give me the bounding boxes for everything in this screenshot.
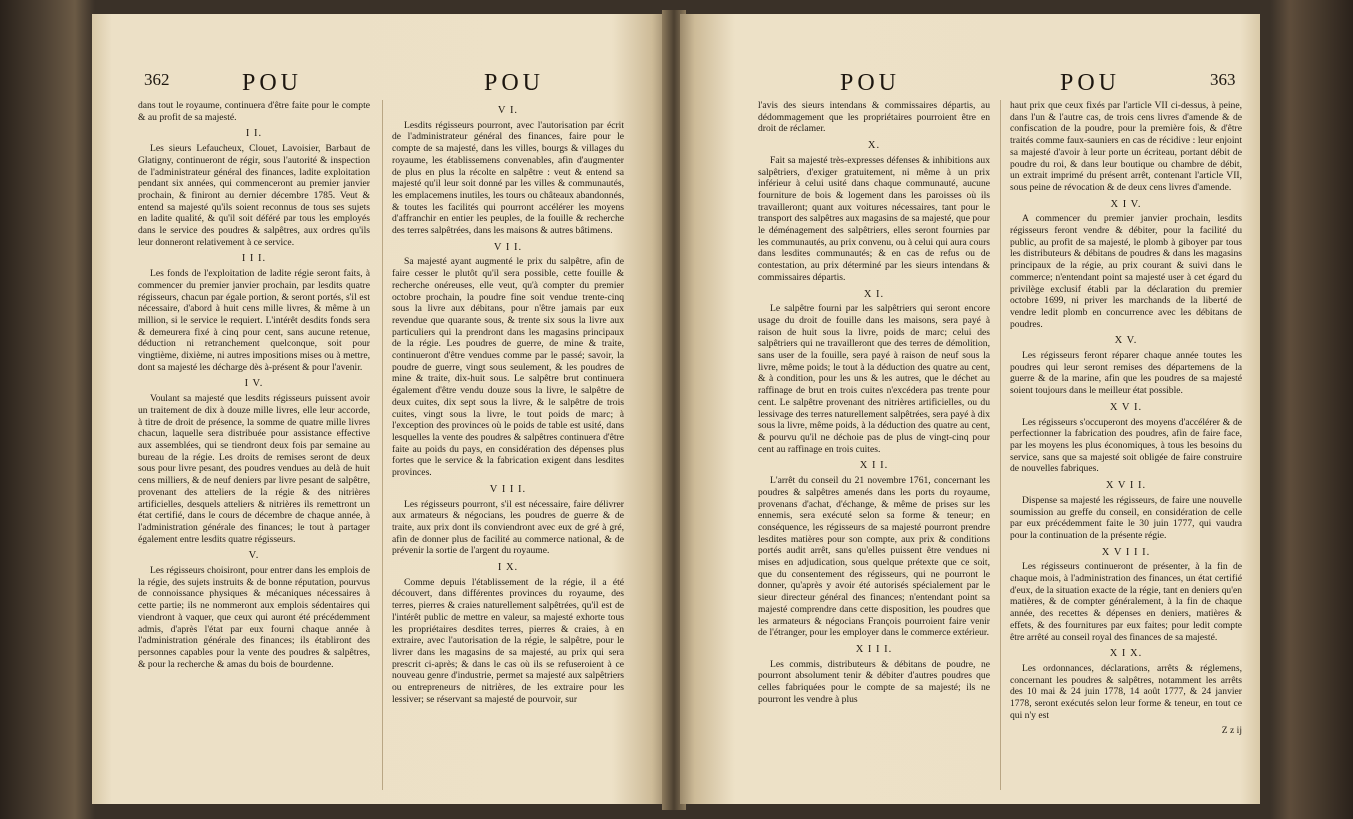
left-page-number: 362 — [144, 70, 170, 89]
right-running-head-2: POU — [1060, 70, 1121, 96]
article-paragraph: Fait sa majesté très-expresses défenses & inhibitions aux salpêtriers, d'exiger gratuitement, ni même à un prix inférieur à celui usité dans chaque communauté, aucune fourniture de bois & logement dans les paroisses où ils travailleront; quant aux voitures nécessaires, tant pour le transport des salpêtres aux magasins de sa majesté, que pour le déménagement des salpêtriers, elles seront fournies par les communautés, au prix convenu, ou à celui qui aura cours dans lesdites communautés; & en cas de refus ou de contestation, au prix déterminé par les sieurs intendans & commissaires départis. — [758, 154, 990, 283]
article-paragraph: Les régisseurs continueront de présenter, à la fin de chaque mois, à l'administration des finances, un état certifié d'eux, de la situation exacte de la régie, tant en deniers qu'en matières, & de compter généralement, à la fin de chaque année, des recettes & dépenses en deniers, matières & effets, & des fournitures par eux faites; pour ledit compte être arrêté au conseil royal des finances de sa majesté. — [1010, 561, 1242, 643]
article-paragraph: haut prix que ceux fixés par l'article VII ci-dessus, à peine, dans l'un & l'autre cas, de trois cens livres d'amende & de confiscation de la poudre, pour la première fois, & d'être traités comme faux-sauniers en cas de récidive : leur enjoint sa majesté d'avoir à leur porte un écriteau, portant débit de poudre du roi, & dans leur boutique ou chambre de débit, un extrait imprimé du présent arrêt, contenant l'article VII, sous peine de révocation & de deux cens livres d'amende. — [1010, 100, 1242, 193]
article-paragraph: Les fonds de l'exploitation de ladite régie seront faits, à commencer du premier janvier prochain, par lesdits quatre régisseurs, chacun par égale portion, & seront portés, s'il est nécessaire, d'abord à huit cens mille livres, & même à un million, si le service le requiert. L'intérêt desdits fonds sera & demeurera fixé à cinq pour cent, sans aucune retenue, déduction ni retranchement quelconque, soit pour vingtième, dixième, ni autres impositions mises ou à mettre, dont sa majesté les décharge dès à-présent & pour l'avenir. — [138, 268, 370, 373]
article-paragraph: Les sieurs Lefaucheux, Clouet, Lavoisier, Barbaut de Glatigny, continueront de régir, sous l'autorité & inspection de l'administrateur général des finances, ladite exploitation pendant six années, qui commenceront au premier janvier prochain, & finiront au dernier décembre 1785. Veut & entend sa majesté qu'ils soient reconnus de tous ses sujets en ladite qualité, & qu'il soit déféré par tous les employés dans le service des poudres & salpêtres, aux ordres qu'ils leur donneront relativement à ce service. — [138, 143, 370, 248]
article-number: V I I I. — [489, 483, 527, 495]
article-paragraph: Les régisseurs pourront, s'il est nécessaire, faire délivrer aux armateurs & négocians, les poudres de guerre & de traite, aux prix dont ils conviendront avec eux de gré à gré, afin de donner plus de facilité au commerce national, & de prévenir la sortie de l'argent du royaume. — [392, 498, 624, 557]
article-paragraph: Dispense sa majesté les régisseurs, de faire une nouvelle soumission au greffe du conseil, en considération de celle par eux précédemment faite le 30 juin 1777, qui vaudra pour la continuation de la présente régie. — [1010, 494, 1242, 541]
column-divider — [1000, 100, 1001, 790]
right-running-head: POU — [840, 70, 901, 96]
left-column-1 — [138, 100, 370, 674]
article-paragraph: Les régisseurs choisiront, pour entrer dans les emplois de la régie, des sujets instruits & de bonne réputation, pourvus de connoissance physiques & mécaniques nécessaires à cette partie; ils ne nommeront aux emplois sédentaires qui viendront à vaquer, que ceux qui auront été précédemment admis, d'après l'état par eux fourni chaque année à l'administration générale des finances; ils établiront des personnes capables pour la vente des poudres & salpêtres, & pour la recherche & amas du bois de bourdenne. — [138, 565, 370, 670]
article-paragraph: L'arrêt du conseil du 21 novembre 1761, concernant les poudres & salpêtres amenés dans les ports du royaume, provenans d'achat, d'échange, & même de prises sur les ennemis, sera exécuté selon sa forme & teneur; en conséquence, les régisseurs de sa majesté pourront prendre lesdites matières pour son compte, aux prix & conditions portés audit arrêt, sans qu'elles puissent être vendues ni mises en adjudication, sous quelque prétexte que ce soit, que du consentement des régisseurs, qui ne pourront le donner, qu'après y avoir été autorisés spécialement par le sieur directeur général des finances; n'entendant point sa majesté comprendre dans cette disposition, les poudres que les armateurs & négocians François pourroient faire venir de l'étranger, pour les employer dans le commerce extérieur. — [758, 475, 990, 639]
column-divider — [382, 100, 383, 790]
left-running-head: POU — [242, 70, 303, 96]
article-number: X I V. — [1110, 198, 1142, 210]
left-column-2 — [392, 100, 624, 709]
article-paragraph: Les ordonnances, déclarations, arrêts & réglemens, concernant les poudres & salpêtres, notamment les arrêts des 10 mai & 24 juin 1778, 14 août 1777, & 24 janvier 1778, seront exécutés selon leur forme & teneur, en tout ce qui n'y est — [1010, 662, 1242, 721]
article-number: X I X. — [1109, 648, 1143, 660]
article-number: X I. — [863, 288, 885, 300]
left-page — [92, 14, 667, 804]
article-paragraph: Lesdits régisseurs pourront, avec l'autorisation par écrit de l'administrateur général des finances, faire pour le compte de sa majesté, dans les villes, bourgs & villages du royaume, les établissemens convenables, afin d'augmenter de plus en plus la récolte en salpêtre : veut & entend sa majesté qu'il leur soit donné par les villes & communautés, les emplacemens inutiles, les tours ou châteaux abandonnés, & toutes les facilités qui pourront accélérer les moyens d'affranchir en entier les peuples, de la fouille & recherche des terres salpêtrées, dans les maisons & autres bâtimens. — [392, 119, 624, 237]
article-number: V I. — [497, 105, 519, 116]
article-number: I X. — [497, 562, 519, 574]
right-page-number: 363 — [1210, 70, 1236, 89]
article-paragraph: Sa majesté ayant augmenté le prix du salpêtre, afin de faire cesser le plutôt qu'il sera possible, cette fouille & recherche onéreuses, elle veut, qu'à compter du premier octobre prochain, la poudre fine soit vendue trente-cinq sous la livre aux débitans, pour n'être jamais par eux revendue que quarante sous, & trente six sous la livre aux particuliers qui la prendront dans les magasins principaux de la régie. Les poudres de guerre, de mine & traite, continueront d'être vendues comme par le passé; savoir, la poudre de guerre, vingt sous seulement, & les poudres de mine & traite, dix-huit sous. Le salpêtre brut continuera également d'être vendu douze sous la livre, le salpêtre de deux cuites, dix sept sous la livre, & le salpêtre de trois cuites, vingt sous la livre, le tout poids de marc; à l'exception des provinces où le poids de table est usité, dans lesquelles la vente des poudres & salpêtres continuera d'être faite au poids du pays, en considération des dépenses plus fortes que le service & la fabrication exigent dans lesdites provinces. — [392, 256, 624, 479]
article-paragraph: l'avis des sieurs intendans & commissaires départis, au dédommagement que les propriétaires pourroient être en droit de réclamer. — [758, 100, 990, 135]
article-paragraph: Les commis, distributeurs & débitans de poudre, ne pourront absolument tenir & débiter d'autres poudres que celles fabriquées pour le compte de sa majesté; ils ne pourront les vendre à plus — [758, 658, 990, 705]
article-number: V I I. — [493, 241, 523, 253]
article-number: X V I I. — [1105, 480, 1147, 492]
article-paragraph: Le salpêtre fourni par les salpêtriers qui seront encore usage du droit de fouille dans les maisons, sera payé à raison de huit sous la livre, poids de marc; celui des salpêtriers qui ne travailleront que des terres de démolition, sans user de la fouille, sera payé à raison de neuf sous la livre, même poids; le tout à la déduction des quatre au cent, & à condition, pour les uns & les autres, que le déchet au raffinage de brut en trois cuites n'excédera pas trente pour cent. Le salpêtre provenant des nitrières artificielles, ou du lessivage des terres naturellement salpêtrées, sera payé à dix sous la livre, même poids, à la déduction des quatre au cent, & pourvu qu'il ne déchoie pas de plus de vingt-cinq pour cent au raffinage en trois cuites. — [758, 303, 990, 455]
signature-mark: Z z ij — [1221, 725, 1242, 737]
article-paragraph: Voulant sa majesté que lesdits régisseurs puissent avoir un traitement de dix à douze mille livres, elle leur accorde, à titre de droit de présence, la somme de quatre mille livres chacun, laquelle sera distribuée pour assistance effective aux assemblées, qui se tiendront deux fois par semaine au bureau de la régie. Les droits de remises seront de deux sous pour livre pesant, des poudres vendues au delà de huit cens milliers, & de neuf deniers par livre pesant de salpêtre, provenant des atteliers de la régie & des nitrières artificielles, desquels atteliers & nitrières ils remettront un état certifié, dans le cours de décembre de chaque année, à l'administration générale des finances; le tout à partager également entre lesdits quatre régisseurs. — [138, 393, 370, 545]
article-paragraph: A commencer du premier janvier prochain, lesdits régisseurs feront vendre & débiter, pour la facilité du public, au profit de sa majesté, le plomb à giboyer par tous les distributeurs & débitans de poudres & dans les magasins principaux de la régie, au prix courant & suivi dans le commerce; n'entendant point sa majesté user à cet égard du privilège exclusif établi par la déclaration du premier octobre 1699, ni priver les marchands de la liberté de vendre ledit plomb en concurrence avec les débitans de poudres. — [1010, 213, 1242, 330]
article-paragraph: Comme depuis l'établissement de la régie, il a été découvert, dans différentes provinces du royaume, des terres, pierres & craies naturellement salpêtrées, qu'il est de l'intérêt public de mettre en valeur, sa majesté exhorte tous les propriétaires desdites terres, pierres & craies, à en extraire, avec l'autorisation de la régie, le salpêtre, pour le livrer dans les magasins de sa majesté, au prix qui sera prescrit ci-après; & dans le cas où ils se refuseroient à ce nouveau genre d'industrie, permet sa majesté aux salpêtriers ou entrepreneurs de nitrières, de les extraire pour les lessiver; se réservant sa majesté de pourvoir, sur — [392, 576, 624, 705]
article-paragraph: Les régisseurs feront réparer chaque année toutes les poudres qui leur seront remises des départemens de la guerre & de la marine, afin que les poudres de sa majesté soient toujours dans le meilleur état possible. — [1010, 350, 1242, 397]
article-number: X V I I I. — [1101, 546, 1151, 558]
article-number: I I I. — [241, 253, 267, 265]
right-page — [680, 14, 1260, 804]
article-number: X I I. — [859, 460, 889, 472]
article-paragraph: dans tout le royaume, continuera d'être faite pour le compte & au profit de sa majesté. — [138, 100, 370, 123]
article-number: X V I. — [1109, 401, 1143, 413]
article-number: V. — [248, 550, 260, 562]
right-column-1 — [758, 100, 990, 709]
article-number: X V. — [1114, 335, 1138, 347]
article-number: I V. — [244, 378, 264, 390]
article-number: I I. — [245, 128, 263, 140]
article-number: X I I I. — [855, 643, 893, 655]
article-number: X. — [867, 140, 881, 152]
article-paragraph: Les régisseurs s'occuperont des moyens d'accélérer & de perfectionner la fabrication des poudres, afin de faire face, par les moyens les plus économiques, à tous les besoins du service, sans que sa majesté soit obligée de faire construire de nouvelles fabriques. — [1010, 416, 1242, 475]
right-column-2 — [1010, 100, 1242, 737]
left-running-head-2: POU — [484, 70, 545, 96]
